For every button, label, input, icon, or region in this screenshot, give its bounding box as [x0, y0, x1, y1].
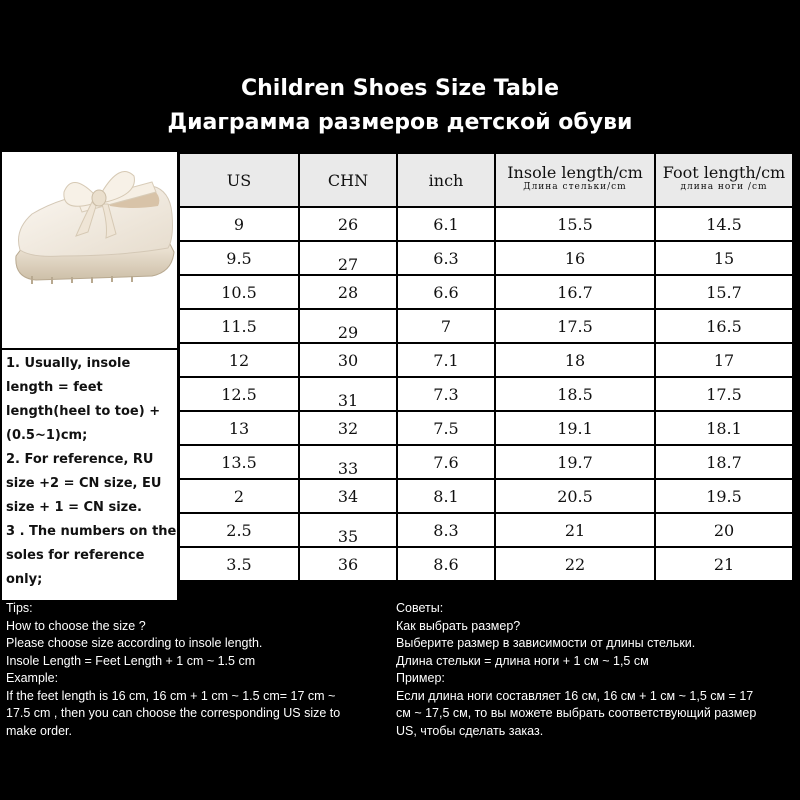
tips-line: Пример: — [396, 671, 445, 685]
tips-line: Как выбрать размер? — [396, 618, 521, 633]
cell-foot-value: 17 — [713, 350, 735, 370]
tips-line: см ~ 17,5 см, то вы можете выбрать соответствующий размер — [396, 706, 757, 720]
cell-chn — [300, 548, 396, 580]
cell-foot-value: 18.7 — [706, 452, 742, 472]
cell-inch — [398, 242, 494, 274]
cell-us-value: 10.5 — [221, 282, 257, 302]
cell-chn — [300, 378, 396, 410]
tips-line: Tips: — [6, 601, 33, 615]
cell-us-value: 11.5 — [221, 316, 257, 336]
cell-insole — [496, 412, 654, 444]
header-foot — [656, 154, 792, 206]
cell-inch-value: 7.1 — [433, 350, 459, 370]
cell-insole — [496, 480, 654, 512]
cell-us-value: 2 — [233, 486, 245, 506]
cell-insole-value: 20.5 — [557, 486, 593, 506]
cell-us — [180, 242, 298, 274]
cell-foot — [656, 514, 792, 546]
cell-foot — [656, 310, 792, 342]
cell-foot-value: 15 — [713, 248, 735, 268]
cell-us — [180, 446, 298, 478]
cell-us-value: 12 — [228, 350, 250, 370]
cell-inch — [398, 548, 494, 580]
cell-insole-value: 18.5 — [557, 384, 593, 404]
tips-line: Выберите размер в зависимости от длины стельки. — [396, 636, 696, 650]
page-title-russian: Диаграмма размеров детской обуви — [167, 110, 633, 135]
cell-us — [180, 344, 298, 376]
tips-line: How to choose the size ? — [6, 618, 146, 633]
cell-chn — [300, 446, 396, 478]
cell-inch-value: 7.6 — [433, 452, 459, 472]
tips-english — [6, 600, 386, 800]
cell-insole — [496, 276, 654, 308]
cell-foot — [656, 344, 792, 376]
cell-us — [180, 548, 298, 580]
tips-line: Советы: — [396, 601, 444, 615]
cell-foot-value: 20 — [713, 520, 735, 540]
cell-chn-value: 27 — [337, 254, 359, 274]
cell-inch-value: 6.1 — [433, 214, 459, 234]
cell-inch — [398, 446, 494, 478]
tips-line: Please choose size according to insole length. — [6, 636, 263, 650]
cell-insole — [496, 548, 654, 580]
note-line: 3 . The numbers on the — [6, 524, 177, 539]
cell-chn — [300, 310, 396, 342]
tips-line: Insole Length = Feet Length + 1 cm ~ 1.5 cm — [6, 653, 256, 668]
note-line: length = feet — [6, 380, 103, 395]
cell-foot-value: 15.7 — [706, 282, 742, 302]
cell-foot — [656, 548, 792, 580]
table-header-row — [180, 154, 792, 206]
tips-line: Длина стельки = длина ноги + 1 см ~ 1,5 см — [396, 653, 649, 668]
table-row — [180, 480, 792, 512]
header-chn: CHN — [300, 154, 396, 206]
note-line: soles for reference — [6, 548, 145, 563]
cell-foot — [656, 276, 792, 308]
tips-line: If the feet length is 16 cm, 16 cm + 1 cm ~ 1.5 cm= 17 cm ~ — [6, 688, 336, 703]
note-line: 2. For reference, RU — [6, 452, 154, 467]
table-row — [180, 276, 792, 308]
cell-chn — [300, 344, 396, 376]
note-line: size +2 = CN size, EU — [6, 476, 162, 491]
table-row — [180, 242, 792, 274]
cell-chn — [300, 514, 396, 546]
tips-russian — [396, 600, 796, 800]
cell-insole — [496, 310, 654, 342]
cell-chn-value: 31 — [337, 390, 359, 410]
cell-us — [180, 480, 298, 512]
table-row — [180, 548, 792, 580]
note-line: only; — [6, 572, 43, 587]
cell-us-value: 13.5 — [221, 452, 257, 472]
cell-insole — [496, 378, 654, 410]
tips-line: make order. — [6, 723, 73, 738]
cell-inch-value: 8.3 — [433, 520, 459, 540]
cell-insole — [496, 208, 654, 240]
cell-chn-value: 34 — [337, 486, 359, 506]
cell-inch-value: 8.6 — [433, 554, 459, 574]
cell-us-value: 3.5 — [226, 554, 252, 574]
cell-us — [180, 276, 298, 308]
cell-us-value: 9 — [233, 214, 245, 234]
cell-inch-value: 7 — [440, 316, 452, 336]
table-row — [180, 310, 792, 342]
cell-chn-value: 33 — [337, 458, 359, 478]
cell-us-value: 13 — [228, 418, 250, 438]
cell-insole — [496, 242, 654, 274]
cell-inch — [398, 310, 494, 342]
cell-insole — [496, 344, 654, 376]
cell-inch — [398, 378, 494, 410]
cell-chn-value: 28 — [337, 282, 359, 302]
cell-chn — [300, 412, 396, 444]
header-insole-ru: Длина стельки/cm — [523, 182, 627, 192]
table-row — [180, 378, 792, 410]
note-line: (0.5~1)cm; — [6, 428, 88, 443]
cell-foot-value: 18.1 — [706, 418, 742, 438]
cell-insole — [496, 446, 654, 478]
header-inch: inch — [398, 154, 494, 206]
cell-inch-value: 6.6 — [433, 282, 459, 302]
cell-inch-value: 6.3 — [433, 248, 459, 268]
cell-inch — [398, 412, 494, 444]
cell-insole-value: 17.5 — [557, 316, 593, 336]
page-title: Children Shoes Size Table — [240, 76, 560, 101]
cell-foot-value: 16.5 — [706, 316, 742, 336]
cell-chn — [300, 208, 396, 240]
cell-insole-value: 18 — [564, 350, 586, 370]
cell-us — [180, 378, 298, 410]
cell-inch-value: 8.1 — [433, 486, 459, 506]
header-insole-en: Insole length/cm — [507, 163, 643, 182]
cell-us-value: 12.5 — [221, 384, 257, 404]
cell-insole-value: 15.5 — [557, 214, 593, 234]
note-line: size + 1 = CN size. — [6, 500, 142, 515]
cell-foot — [656, 208, 792, 240]
cell-us-value: 9.5 — [226, 248, 252, 268]
tips-line: Example: — [6, 671, 59, 685]
cell-inch — [398, 208, 494, 240]
cell-inch — [398, 344, 494, 376]
cell-foot-value: 21 — [713, 554, 735, 574]
cell-foot-value: 19.5 — [706, 486, 742, 506]
cell-foot — [656, 378, 792, 410]
cell-insole — [496, 514, 654, 546]
header-us: US — [180, 154, 298, 206]
table-row — [180, 446, 792, 478]
table-row — [180, 208, 792, 240]
note-line: 1. Usually, insole — [6, 356, 131, 371]
cell-us — [180, 310, 298, 342]
cell-us — [180, 412, 298, 444]
cell-inch — [398, 480, 494, 512]
tips-line: 17.5 cm , then you can choose the corresponding US size to — [6, 706, 341, 720]
cell-insole-value: 19.7 — [557, 452, 593, 472]
cell-inch — [398, 276, 494, 308]
shoe-with-bow-icon — [2, 152, 177, 348]
cell-chn — [300, 276, 396, 308]
table-row — [180, 344, 792, 376]
cell-chn-value: 32 — [337, 418, 359, 438]
cell-insole-value: 22 — [564, 554, 586, 574]
cell-foot-value: 17.5 — [706, 384, 742, 404]
cell-us — [180, 208, 298, 240]
cell-chn-value: 29 — [337, 322, 359, 342]
table-row — [180, 514, 792, 546]
cell-chn-value: 35 — [337, 526, 359, 546]
cell-chn-value: 30 — [337, 350, 359, 370]
cell-foot — [656, 446, 792, 478]
cell-us-value: 2.5 — [226, 520, 252, 540]
header-foot-ru: длина ноги /cm — [680, 182, 768, 192]
cell-insole-value: 16 — [564, 248, 586, 268]
cell-insole-value: 21 — [564, 520, 586, 540]
note-line: length(heel to toe) + — [6, 404, 161, 419]
header-insole — [496, 154, 654, 206]
table-row — [180, 412, 792, 444]
cell-inch-value: 7.5 — [433, 418, 459, 438]
cell-us — [180, 514, 298, 546]
cell-foot-value: 14.5 — [706, 214, 742, 234]
product-photo — [2, 152, 177, 348]
header-foot-en: Foot length/cm — [662, 163, 786, 182]
cell-foot — [656, 412, 792, 444]
cell-foot — [656, 480, 792, 512]
cell-insole-value: 19.1 — [557, 418, 593, 438]
size-table — [178, 152, 794, 582]
cell-inch — [398, 514, 494, 546]
cell-insole-value: 16.7 — [557, 282, 593, 302]
cell-foot — [656, 242, 792, 274]
tips-line: Если длина ноги составляет 16 см, 16 см + 1 см ~ 1,5 см = 17 — [396, 688, 754, 703]
cell-inch-value: 7.3 — [433, 384, 459, 404]
cell-chn — [300, 242, 396, 274]
cell-chn-value: 26 — [337, 214, 359, 234]
cell-chn — [300, 480, 396, 512]
tips-line: US, чтобы сделать заказ. — [396, 723, 544, 738]
cell-chn-value: 36 — [337, 554, 359, 574]
notes-panel — [2, 350, 177, 600]
